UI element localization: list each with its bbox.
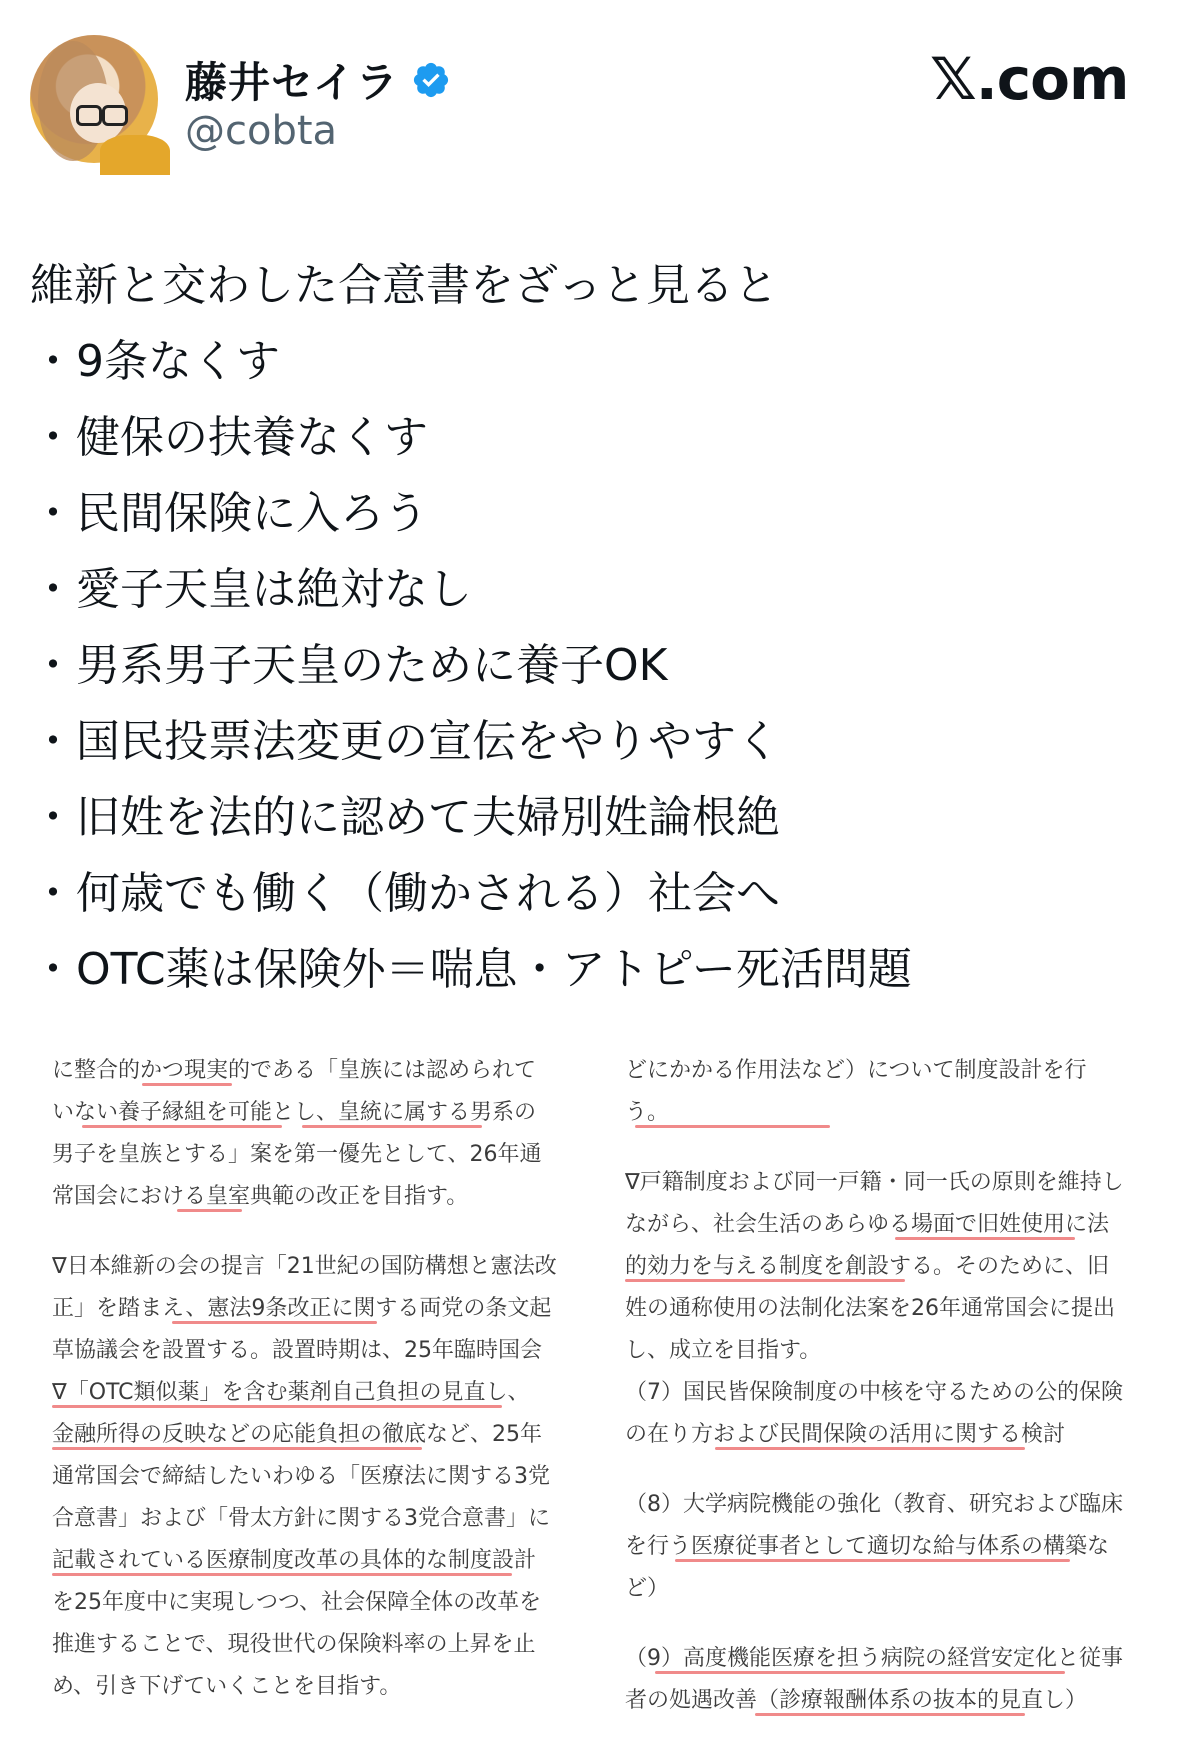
bullet-dot: ・: [31, 640, 75, 691]
bullet-text: 国民投票法変更の宣伝をやりやすく: [76, 716, 780, 767]
attached-text-line: [52, 1498, 572, 1540]
bullet-dot: ・: [31, 336, 75, 387]
attached-text-line: [625, 1330, 1145, 1372]
attached-text-line: [625, 1246, 1145, 1288]
tweet-bullet-item: [30, 932, 1150, 1008]
highlight-underline: [177, 1209, 242, 1212]
attached-text-line: [52, 1246, 572, 1288]
bullet-dot: ・: [31, 944, 75, 995]
attached-text-line: [52, 1330, 572, 1372]
highlight-underline: [715, 1447, 1025, 1450]
tweet-bullet-item: [30, 704, 1150, 780]
line-text: 金融所得の反映などの応能負担の徹底など、25年: [52, 1422, 542, 1447]
line-text: 推進することで、現役世代の保険料率の上昇を止: [52, 1632, 536, 1657]
line-text: いない養子縁組を可能とし、皇統に属する男系の: [52, 1100, 537, 1125]
tweet-intro: 維新と交わした合意書をざっと見ると: [30, 260, 778, 311]
bullet-text: 何歳でも働く（働かされる）社会へ: [76, 868, 780, 919]
attached-text-line: [625, 1134, 1145, 1162]
highlight-underline: [52, 1405, 502, 1408]
highlight-underline: [675, 1559, 1070, 1562]
tweet-bullet-item: [30, 400, 1150, 476]
highlight-underline: [82, 1125, 282, 1128]
attached-text-line: [52, 1092, 572, 1134]
attached-text-line: [625, 1526, 1145, 1568]
highlight-underline: [142, 1083, 232, 1086]
attached-text-line: [52, 1288, 572, 1330]
highlight-underline: [895, 1237, 1075, 1240]
line-text: （7）国民皆保険制度の中核を守るための公的保険: [625, 1380, 1123, 1405]
tweet-text: [30, 248, 1150, 1008]
attached-text-line: [52, 1050, 572, 1092]
highlight-underline: [172, 1321, 377, 1324]
attached-text-line: [625, 1484, 1145, 1526]
tweet-bullet-item: [30, 476, 1150, 552]
bullet-dot: ・: [31, 868, 75, 919]
tweet-bullet-item: [30, 628, 1150, 704]
avatar[interactable]: [30, 35, 158, 163]
bullet-text: 愛子天皇は絶対なし: [76, 564, 472, 615]
line-text: の在り方および民間保険の活用に関する検討: [625, 1422, 1066, 1447]
line-text: 男子を皇族とする」案を第一優先として、26年通: [52, 1142, 542, 1167]
line-text: し、成立を目指す。: [625, 1338, 822, 1363]
bullet-dot: ・: [31, 792, 75, 843]
attached-text-line: [52, 1414, 572, 1456]
attached-text-line: [625, 1092, 1145, 1134]
attached-text-line: [52, 1218, 572, 1246]
attached-text-line: [52, 1134, 572, 1176]
line-text: 的効力を与える制度を創設する。そのために、旧: [625, 1254, 1110, 1279]
attached-text-line: [625, 1414, 1145, 1456]
attached-text-line: [625, 1568, 1145, 1610]
verified-badge-icon: [411, 60, 451, 100]
attached-text-line: [625, 1680, 1145, 1722]
attached-text-line: [625, 1610, 1145, 1638]
bullet-text: 旧姓を法的に認めて夫婦別姓論根絶: [76, 792, 780, 843]
line-text: 記載されている医療制度改革の具体的な制度設計: [52, 1548, 537, 1573]
bullet-dot: ・: [31, 412, 75, 463]
bullet-dot: ・: [31, 716, 75, 767]
line-text: め、引き下げていくことを目指す。: [52, 1674, 402, 1699]
bullet-dot: ・: [31, 488, 75, 539]
bullet-text: 健保の扶養なくす: [76, 412, 428, 463]
line-text: 姓の通称使用の法制化法案を26年通常国会に提出: [625, 1296, 1115, 1321]
attached-text-line: [625, 1456, 1145, 1484]
attached-text-line: [52, 1540, 572, 1582]
attached-text-line: [625, 1050, 1145, 1092]
line-text: 常国会における皇室典範の改正を目指す。: [52, 1184, 469, 1209]
tweet-bullet-item: [30, 324, 1150, 400]
line-text: （8）大学病院機能の強化（教育、研究および臨床: [625, 1492, 1123, 1517]
line-text: ど）: [625, 1576, 670, 1601]
line-text: （9）高度機能医療を担う病院の経営安定化と従事: [625, 1646, 1123, 1671]
line-text: 合意書」および「骨太方針に関する3党合意書」に: [52, 1506, 550, 1531]
line-text: を行う医療従事者として適切な給与体系の構築な: [625, 1534, 1110, 1559]
highlight-underline: [755, 1713, 1025, 1716]
display-name[interactable]: 藤井セイラ: [185, 58, 399, 107]
attached-text-line: [52, 1624, 572, 1666]
line-text: ながら、社会生活のあらゆる場面で旧姓使用に法: [625, 1212, 1110, 1237]
highlight-underline: [52, 1447, 422, 1450]
line-text: 通常国会で締結したいわゆる「医療法に関する3党: [52, 1464, 550, 1489]
highlight-underline: [52, 1573, 512, 1576]
bullet-text: 9条なくす: [76, 336, 280, 387]
line-text: 正」を踏まえ、憲法9条改正に関する両党の条文起: [52, 1296, 552, 1321]
line-text: ∇「OTC類似薬」を含む薬剤自己負担の見直し、: [52, 1380, 530, 1405]
line-text: ∇日本維新の会の提言「21世紀の国防構想と憲法改: [52, 1254, 557, 1279]
highlight-underline: [302, 1125, 482, 1128]
attached-text-right-column: [625, 1050, 1145, 1722]
tweet-bullet-list: [30, 324, 1150, 1008]
attached-text-line: [52, 1666, 572, 1708]
tweet-bullet-item: [30, 780, 1150, 856]
attached-text-line: [52, 1456, 572, 1498]
highlight-underline: [635, 1125, 830, 1128]
line-text: ∇戸籍制度および同一戸籍・同一氏の原則を維持し: [625, 1170, 1124, 1195]
line-text: 者の処遇改善（診療報酬体系の抜本的見直し）: [625, 1688, 1088, 1713]
x-logo: 𝕏.com: [930, 45, 1129, 113]
attached-text-line: [625, 1372, 1145, 1414]
line-text: どにかかる作用法など）について制度設計を行: [625, 1058, 1087, 1083]
attached-text-line: [52, 1582, 572, 1624]
line-text: に整合的かつ現実的である「皇族には認められて: [52, 1058, 537, 1083]
attached-text-line: [625, 1288, 1145, 1330]
line-text: う。: [625, 1100, 670, 1125]
line-text: を25年度中に実現しつつ、社会保障全体の改革を: [52, 1590, 542, 1615]
user-name-row[interactable]: [185, 50, 451, 110]
line-text: 草協議会を設置する。設置時期は、25年臨時国会: [52, 1338, 542, 1363]
tweet-bullet-item: [30, 856, 1150, 932]
attached-text-line: [52, 1176, 572, 1218]
bullet-text: OTC薬は保険外＝喘息・アトピー死活問題: [76, 944, 912, 995]
tweet-bullet-item: [30, 552, 1150, 628]
user-handle[interactable]: @cobta: [185, 108, 338, 154]
attached-text-line: [52, 1372, 572, 1414]
highlight-underline: [655, 1671, 1065, 1674]
attached-text-line: [625, 1204, 1145, 1246]
bullet-text: 男系男子天皇のために養子OK: [76, 640, 668, 691]
attached-image[interactable]: [30, 1050, 1150, 1713]
attached-text-left-column: [52, 1050, 572, 1708]
attached-text-line: [625, 1638, 1145, 1680]
bullet-text: 民間保険に入ろう: [76, 488, 428, 539]
highlight-underline: [625, 1279, 905, 1282]
bullet-dot: ・: [31, 564, 75, 615]
attached-text-line: [625, 1162, 1145, 1204]
